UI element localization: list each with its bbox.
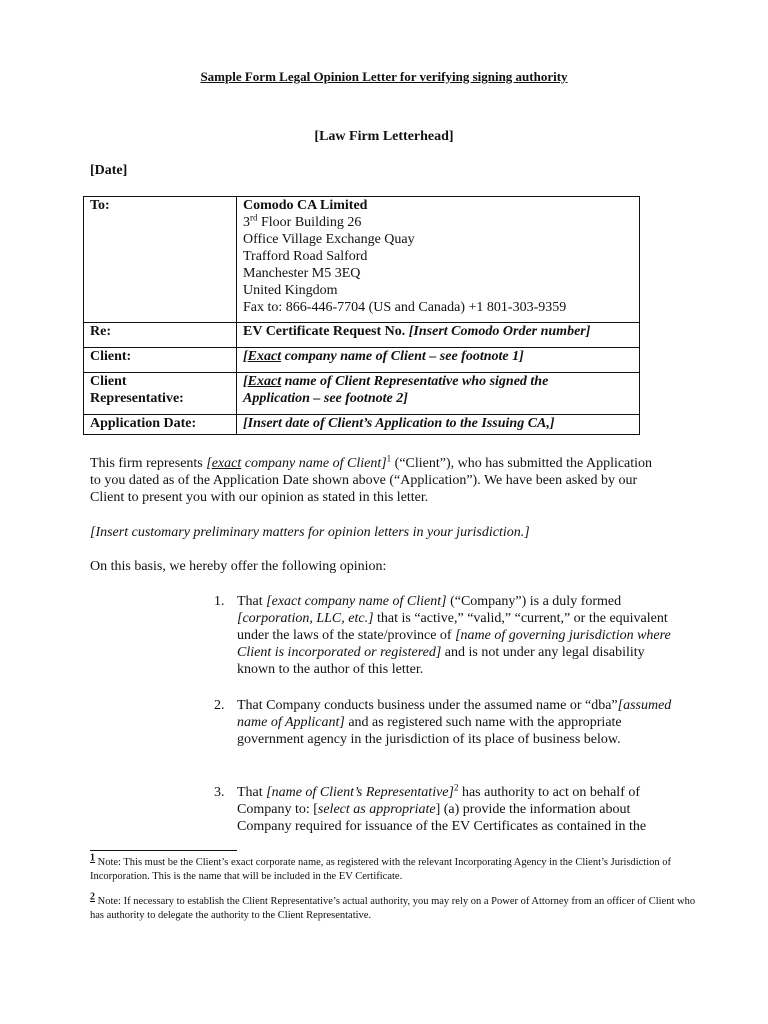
recipient-name: Comodo CA Limited xyxy=(243,198,368,213)
application-date-label: Application Date: xyxy=(84,415,237,435)
list-item xyxy=(214,784,684,835)
opinion-intro-paragraph: On this basis, we hereby offer the following opinion: xyxy=(90,559,387,574)
table-row-client xyxy=(84,348,640,373)
date-placeholder: [Date] xyxy=(90,163,128,178)
table-row-to xyxy=(84,197,640,323)
footnote-separator xyxy=(90,850,237,851)
list-item-number: 2. xyxy=(214,698,225,713)
application-date-value: [Insert date of Client’s Application to the Issuing CA,] xyxy=(237,415,640,435)
representative-value: [Exact name of Client Representative who signed the Application – see footnote 2] xyxy=(237,373,640,415)
recipient-info-table xyxy=(83,196,640,435)
list-item-text: That [exact company name of Client] (“Company”) is a duly formed [corporation, LLC, etc.] that is “active,” “valid,” “current,” or the equivalent under the laws of the state/province of [name of governing jurisdiction where Client is incorporated or registered] and is not under any legal disability known to the author of this letter. xyxy=(237,594,671,677)
document-title: Sample Form Legal Opinion Letter for verifying signing authority xyxy=(200,69,568,84)
footnote-ref-1: 1 xyxy=(386,453,392,464)
to-address xyxy=(237,197,640,323)
intro-paragraph: This firm represents [exact company name of Client]$^1$ (“Client”), who has submitted the Application to you dated as of the Application Date shown above (“Application”). We have been asked by our Client to present you with our opinion as stated in this letter. xyxy=(90,453,653,505)
client-label: Client: xyxy=(84,348,237,373)
table-row-application-date xyxy=(84,415,640,435)
table-row-representative xyxy=(84,373,640,415)
list-item-number: 1. xyxy=(214,594,225,609)
list-item-number: 3. xyxy=(214,785,225,800)
footnote-ref-2: 2 xyxy=(453,782,459,793)
address-line-4: Manchester M5 3EQ xyxy=(243,266,361,281)
fax-line: Fax to: 866-446-7704 (US and Canada) +1 801-303-9359 xyxy=(243,300,567,315)
address-line-1: 3rd Floor Building 26 xyxy=(243,212,362,230)
list-item-text: That [name of Client’s Representative]$^2$ has authority to act on behalf of Company to: [select as appropriate] (a) provide the information about Company required for issuance of the EV Certificates as contained in the xyxy=(237,782,647,834)
address-line-2: Office Village Exchange Quay xyxy=(243,232,415,247)
preliminary-matters-paragraph: [Insert customary preliminary matters for opinion letters in your jurisdiction.] xyxy=(90,525,530,540)
footnote-1: $^1$ Note: This must be the Client’s exact corporate name, as registered with the relevant Incorporating Agency in the Client’s Jurisdiction of Incorporation. This is the name that will be included in the EV Certificate. xyxy=(90,852,671,882)
list-item xyxy=(214,697,684,748)
re-value: EV Certificate Request No. [Insert Comodo Order number] xyxy=(237,323,640,348)
list-item xyxy=(214,593,684,678)
table-row-re xyxy=(84,323,640,348)
client-value: [Exact company name of Client – see footnote 1] xyxy=(237,348,640,373)
letterhead-placeholder: [Law Firm Letterhead] xyxy=(314,129,454,144)
representative-label: Client Representative: xyxy=(84,373,237,415)
footnote-2: $^2$ Note: If necessary to establish the Client Representative’s actual authority, you may rely on a Power of Attorney from an officer of Client who has authority to delegate the authority to the Client Representative. xyxy=(90,891,696,921)
address-line-3: Trafford Road Salford xyxy=(243,249,368,264)
to-label: To: xyxy=(84,197,237,323)
address-line-5: United Kingdom xyxy=(243,283,338,298)
list-item-text: That Company conducts business under the assumed name or “dba”[assumed name of Applicant] and as registered such name with the appropriate government agency in the jurisdiction of its place of business below. xyxy=(237,698,672,747)
re-label: Re: xyxy=(84,323,237,348)
